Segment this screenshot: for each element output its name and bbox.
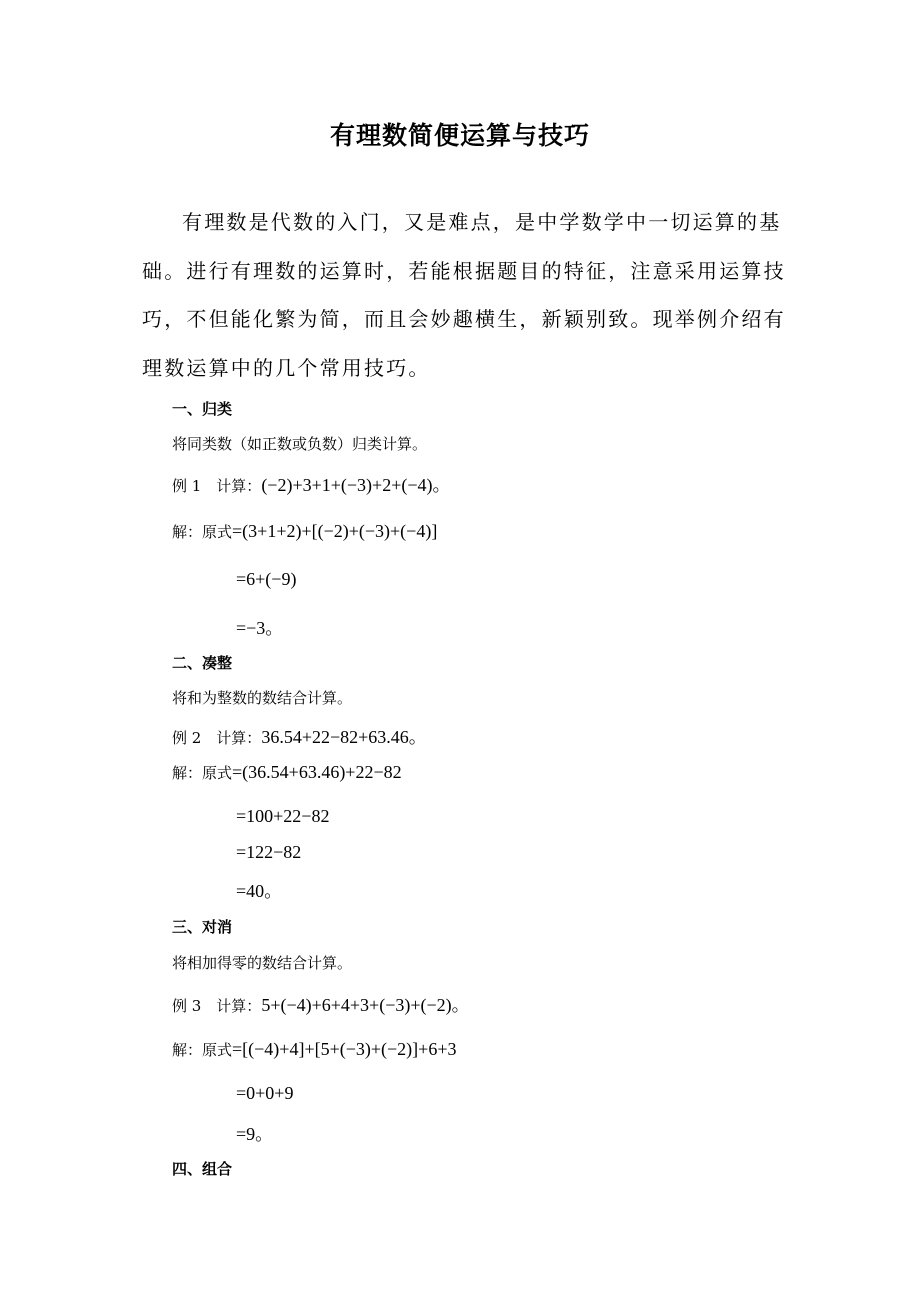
solution-2 — [172, 762, 402, 783]
section-desc-2: 将和为整数的数结合计算。 — [172, 689, 353, 707]
solution-step: =[(−4)+4]+[5+(−3)+(−2)]+6+3 — [232, 1039, 457, 1059]
section-desc-1: 将同类数（如正数或负数）归类计算。 — [172, 435, 428, 453]
solution-step: =40。 — [236, 881, 283, 901]
example-3 — [172, 991, 470, 1017]
solution-label: 解：原式 — [172, 764, 233, 782]
intro-line-1: 有理数是代数的入门，又是难点，是中学数学中一切运算的基 — [182, 210, 782, 234]
solution-step: =100+22−82 — [236, 806, 330, 826]
solution-step: =−3。 — [236, 618, 284, 638]
example-label: 例 3 计算： — [172, 997, 262, 1015]
example-expression: 36.54+22−82+63.46。 — [261, 727, 427, 747]
section-heading-2: 二、凑整 — [172, 654, 233, 672]
example-1 — [172, 471, 451, 497]
example-expression: (−2)+3+1+(−3)+2+(−4)。 — [261, 475, 451, 495]
solution-label: 解：原式 — [172, 1041, 233, 1059]
solution-step: =(36.54+63.46)+22−82 — [232, 762, 402, 782]
section-heading-4: 四、组合 — [172, 1160, 233, 1178]
solution-step: =122−82 — [236, 842, 302, 862]
intro-line-2: 础。进行有理数的运算时，若能根据题目的特征，注意采用运算技 — [142, 259, 786, 283]
example-label: 例 1 计算： — [172, 477, 262, 495]
solution-3 — [172, 1039, 456, 1060]
solution-step: =0+0+9 — [236, 1083, 294, 1103]
solution-1 — [172, 521, 437, 542]
solution-step: =9。 — [236, 1124, 274, 1144]
solution-step: =(3+1+2)+[(−2)+(−3)+(−4)] — [232, 521, 438, 541]
section-desc-3: 将相加得零的数结合计算。 — [172, 954, 353, 972]
example-2 — [172, 723, 427, 749]
intro-line-3: 巧，不但能化繁为简，而且会妙趣横生，新颖别致。现举例介绍有 — [142, 307, 786, 331]
solution-step: =6+(−9) — [236, 569, 297, 589]
section-heading-1: 一、归类 — [172, 400, 233, 418]
page-title: 有理数简便运算与技巧 — [329, 121, 590, 150]
example-label: 例 2 计算： — [172, 729, 262, 747]
example-expression: 5+(−4)+6+4+3+(−3)+(−2)。 — [261, 995, 470, 1015]
section-heading-3: 三、对消 — [172, 918, 233, 936]
solution-label: 解：原式 — [172, 523, 233, 541]
intro-line-4: 理数运算中的几个常用技巧。 — [142, 356, 431, 380]
